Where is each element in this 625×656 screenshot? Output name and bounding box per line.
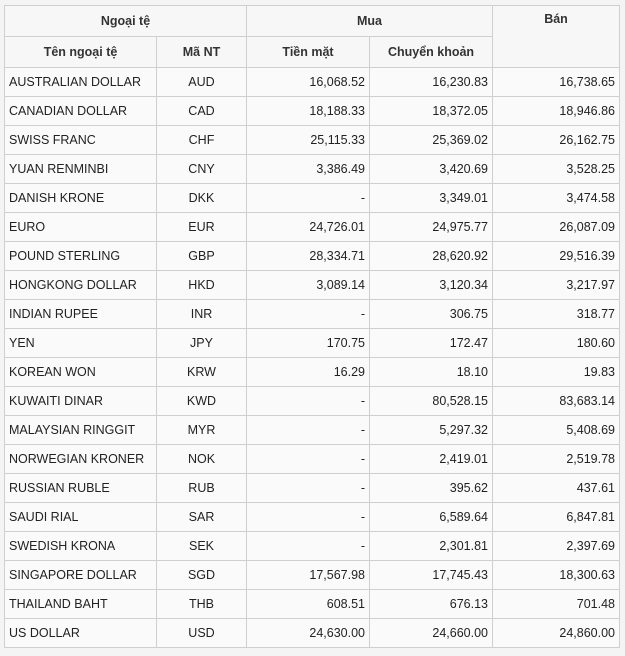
- header-currency-name: Tên ngoại tệ: [5, 37, 157, 68]
- cash-buy-cell: -: [247, 474, 370, 503]
- sell-rate-cell: 24,860.00: [493, 619, 620, 648]
- transfer-buy-cell: 18,372.05: [370, 97, 493, 126]
- cash-buy-cell: 24,630.00: [247, 619, 370, 648]
- currency-code-cell: THB: [157, 590, 247, 619]
- sell-rate-cell: 5,408.69: [493, 416, 620, 445]
- table-row: [5, 445, 620, 474]
- transfer-buy-cell: 306.75: [370, 300, 493, 329]
- header-row-groups: [5, 6, 620, 37]
- cash-buy-cell: -: [247, 445, 370, 474]
- currency-code-cell: KWD: [157, 387, 247, 416]
- table-row: [5, 503, 620, 532]
- currency-name-cell: AUSTRALIAN DOLLAR: [5, 68, 157, 97]
- sell-rate-cell: 29,516.39: [493, 242, 620, 271]
- cash-buy-cell: 18,188.33: [247, 97, 370, 126]
- currency-code-cell: INR: [157, 300, 247, 329]
- currency-code-cell: CNY: [157, 155, 247, 184]
- cash-buy-cell: 608.51: [247, 590, 370, 619]
- table-row: [5, 329, 620, 358]
- currency-code-cell: MYR: [157, 416, 247, 445]
- cash-buy-cell: -: [247, 387, 370, 416]
- transfer-buy-cell: 80,528.15: [370, 387, 493, 416]
- cash-buy-cell: -: [247, 532, 370, 561]
- currency-name-cell: CANADIAN DOLLAR: [5, 97, 157, 126]
- header-currency-group: Ngoại tệ: [5, 6, 247, 37]
- header-sell: Bán: [493, 6, 620, 68]
- currency-name-cell: SINGAPORE DOLLAR: [5, 561, 157, 590]
- cash-buy-cell: -: [247, 503, 370, 532]
- table-row: [5, 300, 620, 329]
- header-currency-code: Mã NT: [157, 37, 247, 68]
- table-row: [5, 387, 620, 416]
- currency-code-cell: JPY: [157, 329, 247, 358]
- currency-code-cell: SGD: [157, 561, 247, 590]
- transfer-buy-cell: 25,369.02: [370, 126, 493, 155]
- currency-code-cell: KRW: [157, 358, 247, 387]
- currency-name-cell: YEN: [5, 329, 157, 358]
- currency-code-cell: GBP: [157, 242, 247, 271]
- cash-buy-cell: 24,726.01: [247, 213, 370, 242]
- header-buy-group: Mua: [247, 6, 493, 37]
- currency-code-cell: HKD: [157, 271, 247, 300]
- table-row: [5, 532, 620, 561]
- table-row: [5, 155, 620, 184]
- table-row: [5, 358, 620, 387]
- currency-code-cell: NOK: [157, 445, 247, 474]
- currency-name-cell: POUND STERLING: [5, 242, 157, 271]
- currency-code-cell: SEK: [157, 532, 247, 561]
- currency-name-cell: DANISH KRONE: [5, 184, 157, 213]
- sell-rate-cell: 26,087.09: [493, 213, 620, 242]
- transfer-buy-cell: 172.47: [370, 329, 493, 358]
- currency-code-cell: CHF: [157, 126, 247, 155]
- currency-name-cell: MALAYSIAN RINGGIT: [5, 416, 157, 445]
- table-header: [5, 6, 620, 68]
- sell-rate-cell: 318.77: [493, 300, 620, 329]
- transfer-buy-cell: 28,620.92: [370, 242, 493, 271]
- sell-rate-cell: 3,528.25: [493, 155, 620, 184]
- currency-name-cell: SWEDISH KRONA: [5, 532, 157, 561]
- transfer-buy-cell: 2,301.81: [370, 532, 493, 561]
- header-transfer: Chuyển khoản: [370, 37, 493, 68]
- sell-rate-cell: 19.83: [493, 358, 620, 387]
- transfer-buy-cell: 18.10: [370, 358, 493, 387]
- sell-rate-cell: 2,519.78: [493, 445, 620, 474]
- sell-rate-cell: 18,300.63: [493, 561, 620, 590]
- currency-name-cell: SWISS FRANC: [5, 126, 157, 155]
- table-row: [5, 590, 620, 619]
- transfer-buy-cell: 395.62: [370, 474, 493, 503]
- currency-code-cell: EUR: [157, 213, 247, 242]
- sell-rate-cell: 26,162.75: [493, 126, 620, 155]
- header-cash: Tiền mặt: [247, 37, 370, 68]
- sell-rate-cell: 180.60: [493, 329, 620, 358]
- currency-name-cell: YUAN RENMINBI: [5, 155, 157, 184]
- sell-rate-cell: 2,397.69: [493, 532, 620, 561]
- exchange-rate-table: [4, 5, 620, 648]
- currency-name-cell: EURO: [5, 213, 157, 242]
- sell-rate-cell: 16,738.65: [493, 68, 620, 97]
- table-row: [5, 213, 620, 242]
- currency-code-cell: SAR: [157, 503, 247, 532]
- table-row: [5, 242, 620, 271]
- sell-rate-cell: 6,847.81: [493, 503, 620, 532]
- table-body: [5, 68, 620, 648]
- cash-buy-cell: -: [247, 300, 370, 329]
- currency-name-cell: RUSSIAN RUBLE: [5, 474, 157, 503]
- currency-code-cell: USD: [157, 619, 247, 648]
- cash-buy-cell: 16.29: [247, 358, 370, 387]
- transfer-buy-cell: 676.13: [370, 590, 493, 619]
- cash-buy-cell: 3,089.14: [247, 271, 370, 300]
- table-row: [5, 126, 620, 155]
- transfer-buy-cell: 24,660.00: [370, 619, 493, 648]
- cash-buy-cell: 25,115.33: [247, 126, 370, 155]
- transfer-buy-cell: 16,230.83: [370, 68, 493, 97]
- cash-buy-cell: 170.75: [247, 329, 370, 358]
- currency-name-cell: KUWAITI DINAR: [5, 387, 157, 416]
- currency-name-cell: NORWEGIAN KRONER: [5, 445, 157, 474]
- sell-rate-cell: 701.48: [493, 590, 620, 619]
- currency-code-cell: RUB: [157, 474, 247, 503]
- table-row: [5, 184, 620, 213]
- table-row: [5, 271, 620, 300]
- currency-code-cell: DKK: [157, 184, 247, 213]
- currency-code-cell: CAD: [157, 97, 247, 126]
- cash-buy-cell: -: [247, 416, 370, 445]
- sell-rate-cell: 3,217.97: [493, 271, 620, 300]
- currency-name-cell: THAILAND BAHT: [5, 590, 157, 619]
- transfer-buy-cell: 3,120.34: [370, 271, 493, 300]
- cash-buy-cell: 17,567.98: [247, 561, 370, 590]
- table-row: [5, 474, 620, 503]
- currency-name-cell: KOREAN WON: [5, 358, 157, 387]
- cash-buy-cell: 16,068.52: [247, 68, 370, 97]
- currency-name-cell: SAUDI RIAL: [5, 503, 157, 532]
- table-row: [5, 416, 620, 445]
- currency-name-cell: HONGKONG DOLLAR: [5, 271, 157, 300]
- table-row: [5, 68, 620, 97]
- transfer-buy-cell: 3,420.69: [370, 155, 493, 184]
- transfer-buy-cell: 17,745.43: [370, 561, 493, 590]
- cash-buy-cell: 3,386.49: [247, 155, 370, 184]
- currency-name-cell: US DOLLAR: [5, 619, 157, 648]
- currency-name-cell: INDIAN RUPEE: [5, 300, 157, 329]
- sell-rate-cell: 18,946.86: [493, 97, 620, 126]
- sell-rate-cell: 3,474.58: [493, 184, 620, 213]
- sell-rate-cell: 83,683.14: [493, 387, 620, 416]
- transfer-buy-cell: 2,419.01: [370, 445, 493, 474]
- transfer-buy-cell: 5,297.32: [370, 416, 493, 445]
- table-row: [5, 619, 620, 648]
- cash-buy-cell: 28,334.71: [247, 242, 370, 271]
- table-row: [5, 97, 620, 126]
- currency-code-cell: AUD: [157, 68, 247, 97]
- transfer-buy-cell: 24,975.77: [370, 213, 493, 242]
- transfer-buy-cell: 6,589.64: [370, 503, 493, 532]
- cash-buy-cell: -: [247, 184, 370, 213]
- transfer-buy-cell: 3,349.01: [370, 184, 493, 213]
- sell-rate-cell: 437.61: [493, 474, 620, 503]
- table-row: [5, 561, 620, 590]
